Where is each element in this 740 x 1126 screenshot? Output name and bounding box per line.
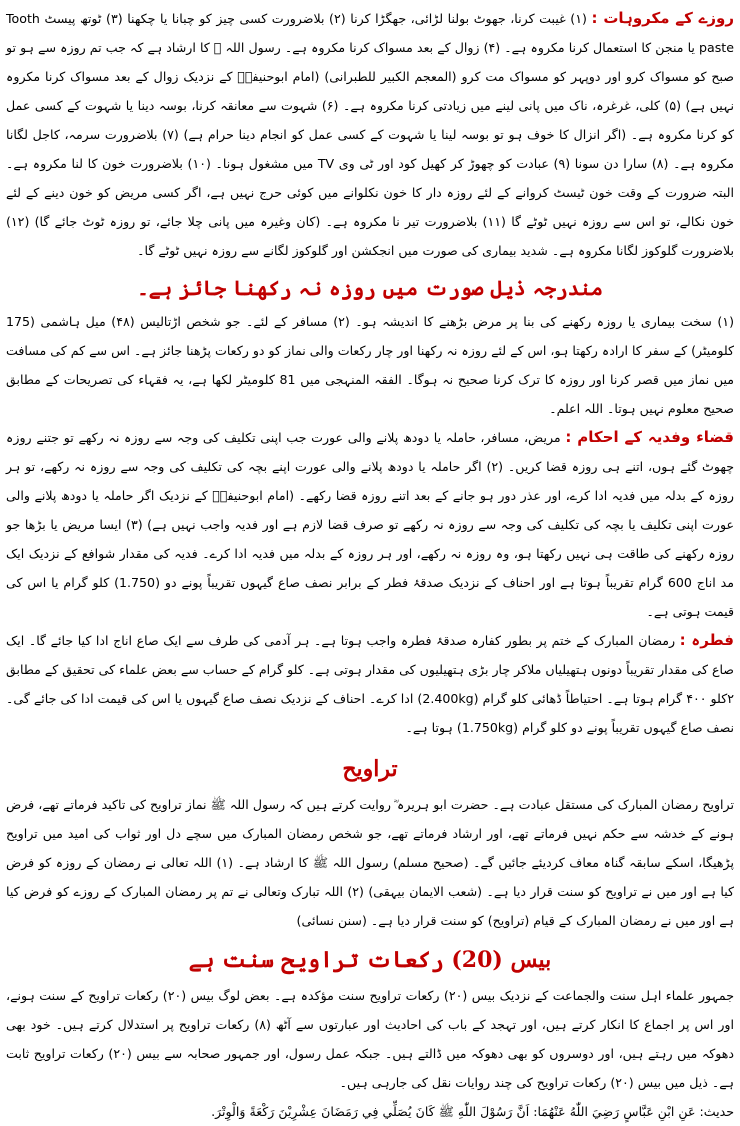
makruhat-title: روزے کے مکروہات : (591, 9, 734, 27)
hadith-label: حدیث: (699, 1104, 734, 1119)
hadith-line (6, 1097, 734, 1126)
fitra-body: رمضان المبارک کے ختم پر بطور کفارہ صدقۂ فطرہ واجب ہوتا ہے۔ ہر آدمی کی طرف سے ایک صاع اناج ادا کیا جائے گا۔ ایک صاع کی مقدار تقریباً دونوں ہتھیلیاں ملاکر چار بڑی ہتھیلیوں کی مقدار ہوتی ہے۔ کلو گرام کے حساب سے بعض علماء کی تحقیق کے مطابق ۲کلو ۴۰۰ گرام ہوتا ہے۔ احتیاطاً ڈھائی کلو گرام (2.400kg) ادا کرے۔ احناف کے نزدیک نصف صاع گیہوں یا اس کی قیمت ادا کی جائے گی۔ نصف صاع گیہوں تقریباً پونے دو کلو گرام (1.750kg) ہوتا ہے۔ (6, 633, 734, 735)
taraweeh-heading: تراویح (342, 756, 398, 782)
hadith-text: عَنِ ابْنِ عَبَّاسٍ رَضِيَ اللّٰهُ عَنْهُمَا: اَنَّ رَسُوْلَ اللّٰهِ ﷺ كَانَ يُصَلِّي فِي رَمَضَانَ عِشْرِيْنَ رَكْعَةً وَالْوِتْرَ. (211, 1104, 696, 1119)
permission-heading: مندرجہ ذیل صورت میں روزہ نہ رکھنا جائز ہے۔ (137, 276, 603, 300)
makruhat-paragraph (6, 4, 734, 265)
twenty-rakaat-body: جمہور علماء اہل سنت والجماعت کے نزدیک بیس (۲۰) رکعات تراویح سنت مؤکدہ ہے۔ بعض لوگ بیس (۲۰) رکعات تراویح کے سنت ہونے، اور اس پر اجماع کا انکار کرتے ہیں، اور تہجد کے باب کی احادیث اور عبارتوں سے آٹھ (۸) رکعات تراویح پر استدلال کرتے ہیں۔ خود بھی دھوکہ میں رہتے ہیں، اور دوسروں کو بھی دھوکہ میں ڈالتے ہیں۔ جبکہ عمل رسول، اور جمہور صحابہ سے بیس (۲۰) رکعات تراویح ثابت ہے۔ ذیل میں بیس (۲۰) رکعات تراویح کی چند روایات نقل کی جارہی ہیں۔ (6, 988, 735, 1090)
permission-body: (۱) سخت بیماری یا روزہ رکھنے کی بنا پر مرض بڑھنے کا اندیشہ ہو۔ (۲) مسافر کے لئے۔ جو شخص اڑتالیس (۴۸) میل ہاشمی (175 کلومیٹر) کے سفر کا ارادہ رکھتا ہو، اس کے لئے روزہ نہ رکھنا اور چار رکعات والی نماز کو دو رکعات پڑھنا جائز ہے۔ اس سے کم کی مسافت میں نماز میں قصر کرنا اور روزہ کا ترک کرنا صحیح نہ ہوگا۔ الفقہ المنہجی میں 81 کلومیٹر لکھا ہے، یہ فقہاء کی تصریحات کے مطابق صحیح معلوم نہیں ہوتا۔ اللہ اعلم۔ (6, 314, 735, 416)
qada-fidya-title: قضاء وفدیہ کے احکام : (565, 428, 734, 446)
qada-fidya-paragraph (6, 423, 734, 626)
twenty-rakaat-heading: بیس (20) رکعات تراویح سنت ہے (188, 947, 552, 973)
fitra-title: فطرہ : (679, 631, 734, 649)
taraweeh-body: تراویح رمضان المبارک کی مستقل عبادت ہے۔ حضرت ابو ہریرہ ؓ روایت کرتے ہیں کہ رسول اللہ ﷺ نماز تراویح کی تاکید فرماتے تھے، فرض ہونے کے خدشہ سے حکم نہیں فرماتے تھے، اور ارشاد فرماتے تھے، جو شخص رمضان المبارک میں سچے دل اور ثواب کی امید میں تراویح پڑھیگا، اسکے سابقہ گناہ معاف کردیئے جائیں گے۔ (صحیح مسلم) رسول اللہ ﷺ کا ارشاد ہے۔ (۱) اللہ تعالی نے رمضان کے روزہ کو فرض کیا ہے اور میں نے تراویح کو سنت قرار دیا ہے۔ (شعب الایمان بیہقی) (۲) اللہ تبارک وتعالی نے تم پر رمضان المبارک کے روزے کو فرض کیا ہے اور میں نے رمضان المبارک کے قیام (تراویح) کو سنت قرار دیا ہے۔ (سنن نسائی) (6, 797, 734, 928)
qada-fidya-body: مریض، مسافر، حاملہ یا دودھ پلانے والی عورت جب اپنی تکلیف کی وجہ سے روزہ نہ رکھے تو جتنے روزہ چھوٹ گئے ہوں، اتنے ہی روزہ قضا کریں۔ (۲) اگر حاملہ یا دودھ پلانے والی عورت اپنے بچہ کی تکلیف کی وجہ سے روزہ نہ رکھے، تو ہر روزہ کے بدلہ میں فدیہ ادا کرے، اور عذر دور ہو جانے کے بعد اتنے روزہ قضا رکھے۔ (امام ابوحنیفہؒ کے نزدیک اگر حاملہ یا دودھ پلانے والی عورت اپنی تکلیف یا بچہ کی تکلیف کی وجہ سے روزہ نہ رکھے تو صرف قضا لازم ہے اور فدیہ واجب نہیں ہے) (۳) ایسا مریض یا بڑھا جو روزہ رکھنے کی طاقت ہی نہیں رکھتا ہو، وہ روزہ نہ رکھے، اور ہر روزہ کے بدلہ میں فدیہ ادا کرے۔ فدیہ کی مقدار شوافع کے نزدیک ایک مد اناج 600 گرام تقریباً ہوتا ہے اور احناف کے نزدیک صدقۂ فطر کے برابر نصف صاع گیہوں تقریباً پونے دو (1.750) کلو گرام یا اس کی قیمت ہوتی ہے۔ (6, 430, 734, 619)
fitra-paragraph (6, 626, 734, 742)
makruhat-body: (۱) غیبت کرنا، جھوٹ بولنا لڑائی، جھگڑا کرنا (۲) بلاضرورت کسی چیز کو چبانا یا چکھنا (۳) ٹوتھ پیسٹ Tooth paste یا منجن کا استعمال کرنا مکروہ ہے۔ (۴) زوال کے بعد مسواک کرنا مکروہ ہے۔ رسول اللہ ﷺ کا ارشاد ہے کہ جب تم روزہ سے ہو تو صبح کو مسواک کرو اور دوپہر کو مسواک مت کرو (المعجم الکبیر للطبرانی) (امام ابوحنیفہؒ کے نزدیک زوال کے بعد مسواک کرنا مکروہ نہیں ہے) (۵) کلی، غرغرہ، ناک میں پانی لینے میں زیادتی کرنا مکروہ ہے۔ (۶) شہوت سے معانقہ کرنا، بوسہ دینا یا شہوت کے کسی عمل کو کرنا مکروہ ہے۔ (اگر انزال کا خوف ہو تو بوسہ لینا یا شہوت کے کسی عمل کو انجام دینا حرام ہے) (۷) بلاضرورت سرمہ، کاجل لگانا مکروہ ہے۔ (۸) سارا دن سونا (۹) عبادت کو چھوڑ کر کھیل کود اور ٹی وی TV میں مشغول ہونا۔ (۱۰) بلاضرورت خون کا لنا مکروہ ہے۔ البتہ ضرورت کے وقت خون ٹیسٹ کروانے کے لئے روزہ دار کا خون نکلوانے میں کوئی حرج نہیں ہے، اگر کسی مریض کو خون دینے کے لئے خون نکالے، تو اس سے روزہ نہیں ٹوٹے گا (۱۱) بلاضرورت تیر نا مکروہ ہے۔ (کان وغیرہ میں پانی چلا جائے، تو روزہ ٹوٹ جائے گا) (۱۲) بلاضرورت گلوکوز لگانا مکروہ ہے۔ شدید بیماری کی صورت میں انجکشن اور گلوکوز لگانے سے روزہ نہیں ٹوٹے گا۔ (6, 11, 734, 258)
